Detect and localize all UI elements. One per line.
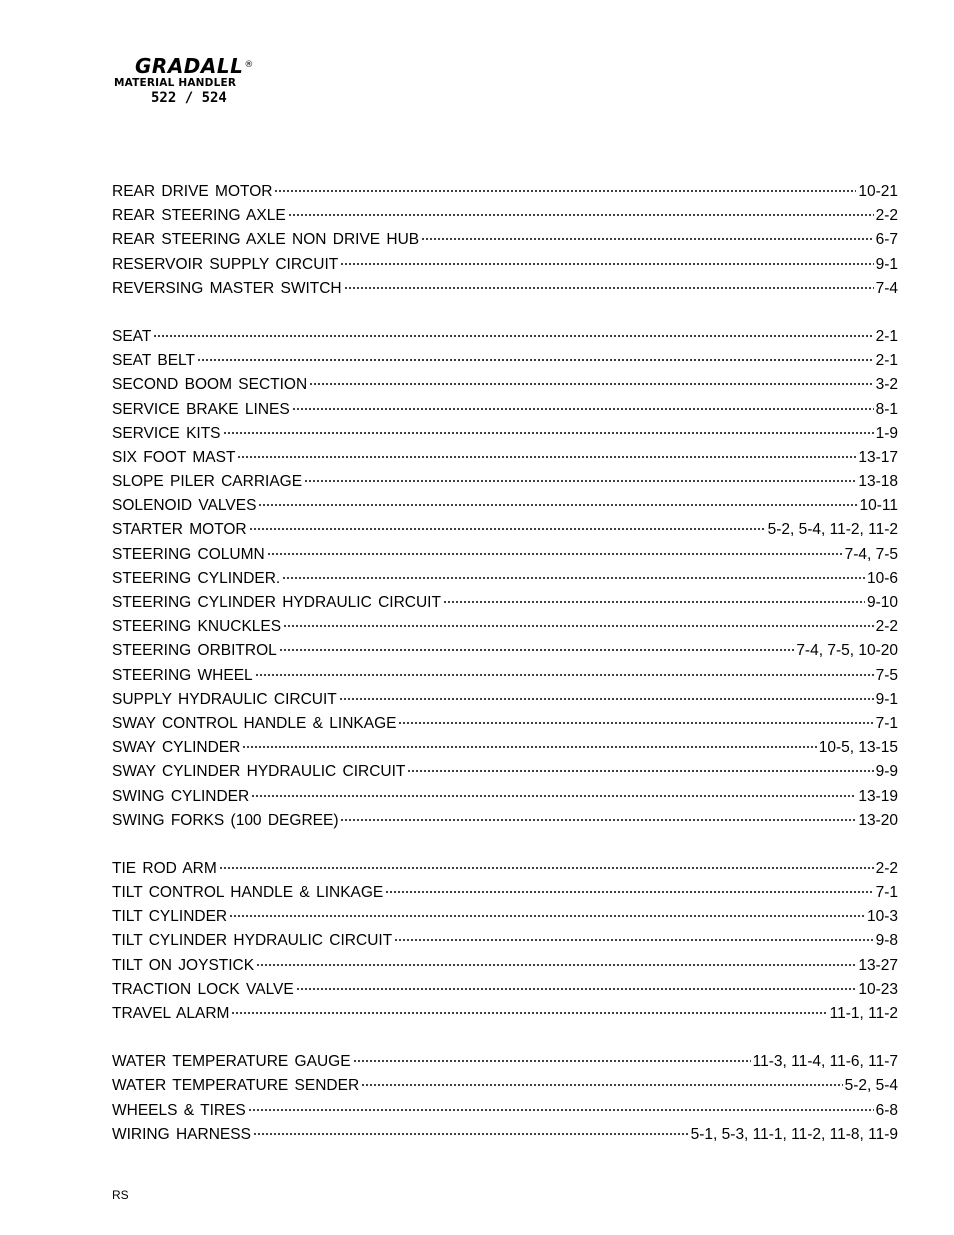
index-entry <box>112 470 898 494</box>
dot-leader <box>255 674 874 676</box>
index-term: SWAY CYLINDER <box>112 739 241 757</box>
index-term: WHEELS & TIRES <box>112 1101 246 1119</box>
index-term: TILT CYLINDER HYDRAULIC CIRCUIT <box>112 932 393 950</box>
index-entry <box>112 204 898 228</box>
index-pages: 13-19 <box>858 787 898 805</box>
index-pages: 5-2, 5-4 <box>844 1077 898 1095</box>
index-pages: 2-2 <box>875 207 898 225</box>
index-group <box>112 857 898 1026</box>
logo-brand-text: GRADALL <box>135 54 244 78</box>
index-term: STEERING KNUCKLES <box>112 618 282 636</box>
index-term: STEERING CYLINDER. <box>112 569 281 587</box>
index-entry <box>112 1050 898 1074</box>
index-entry <box>112 736 898 760</box>
index-pages: 10-11 <box>859 497 898 515</box>
dot-leader <box>421 238 873 240</box>
index-entry <box>112 543 898 567</box>
index-pages: 9-1 <box>875 690 898 708</box>
index-entry <box>112 591 898 615</box>
index-pages: 13-18 <box>858 473 898 491</box>
logo-subtitle: MATERIAL HANDLER <box>114 77 237 89</box>
index-pages: 9-8 <box>875 932 898 950</box>
dot-leader <box>267 553 843 555</box>
index-term: SEAT <box>112 327 152 345</box>
dot-leader <box>385 891 873 893</box>
index-entry <box>112 422 898 446</box>
index-entry <box>112 325 898 349</box>
index-term: TRAVEL ALARM <box>112 1005 230 1022</box>
index-term: STEERING CYLINDER HYDRAULIC CIRCUIT <box>112 594 441 611</box>
index-entry <box>112 929 898 953</box>
index-pages: 10-21 <box>858 183 898 200</box>
dot-leader <box>344 287 874 289</box>
dot-leader <box>304 480 856 482</box>
index-term: SWAY CONTROL HANDLE & LINKAGE <box>112 714 397 732</box>
index-entry <box>112 978 898 1002</box>
index-entry <box>112 760 898 784</box>
index-term: TILT ON JOYSTICK <box>112 956 255 974</box>
index-term: SWAY CYLINDER HYDRAULIC CIRCUIT <box>112 763 406 781</box>
dot-leader <box>394 939 873 941</box>
index-term: REAR STEERING AXLE <box>112 207 286 225</box>
dot-leader <box>251 795 856 797</box>
dot-leader <box>274 190 856 192</box>
index-entry <box>112 518 898 542</box>
index-entry <box>112 809 898 833</box>
index-entry <box>112 277 898 301</box>
dot-leader <box>282 577 865 579</box>
index-term: WATER TEMPERATURE SENDER <box>112 1077 360 1095</box>
index-entry <box>112 905 898 929</box>
index-entry <box>112 446 898 470</box>
index-pages: 2-1 <box>875 352 898 370</box>
index-pages: 2-2 <box>875 859 898 877</box>
index-term: RESERVOIR SUPPLY CIRCUIT <box>112 255 339 273</box>
index-pages: 10-5, 13-15 <box>818 739 898 757</box>
index-term: SECOND BOOM SECTION <box>112 376 308 394</box>
index-entry <box>112 253 898 277</box>
index-pages: 1-9 <box>875 424 898 442</box>
index-term: TILT CONTROL HANDLE & LINKAGE <box>112 884 384 902</box>
dot-leader <box>309 383 873 385</box>
index-pages: 8-1 <box>875 400 898 418</box>
index-pages: 13-20 <box>858 811 898 829</box>
index-entry <box>112 1002 898 1026</box>
index-pages: 7-4 <box>875 279 898 297</box>
footer-code: RS <box>112 1188 129 1202</box>
index-term: STEERING COLUMN <box>112 545 265 563</box>
index-entry <box>112 567 898 591</box>
dot-leader <box>288 214 874 216</box>
index-pages: 7-5 <box>875 666 898 684</box>
index-entry <box>112 494 898 518</box>
index-pages: 2-2 <box>875 618 898 636</box>
index-term: SWING CYLINDER <box>112 787 250 805</box>
dot-leader <box>279 649 795 651</box>
index-pages: 7-1 <box>875 714 898 732</box>
logo-brand <box>135 55 254 77</box>
dot-leader <box>398 722 873 724</box>
index-term: STEERING ORBITROL <box>112 642 277 660</box>
index-pages: 10-6 <box>866 569 898 587</box>
index-term: SERVICE KITS <box>112 424 221 442</box>
dot-leader <box>219 867 874 869</box>
index-pages: 5-2, 5-4, 11-2, 11-2 <box>767 521 898 539</box>
index-pages: 7-1 <box>875 884 898 902</box>
index-pages: 7-4, 7-5 <box>844 545 898 563</box>
index-entry <box>112 228 898 252</box>
index-term: STEERING WHEEL <box>112 666 253 684</box>
dot-leader <box>249 528 766 530</box>
index-pages: 9-1 <box>875 255 898 273</box>
dot-leader <box>443 601 865 603</box>
index-group <box>112 180 898 301</box>
index-entry <box>112 180 898 204</box>
index-group <box>112 1050 898 1147</box>
dot-leader <box>407 770 873 772</box>
index-entry <box>112 1099 898 1123</box>
dot-leader <box>339 698 874 700</box>
dot-leader <box>296 988 857 990</box>
index-entry <box>112 639 898 663</box>
index-entry <box>112 785 898 809</box>
index-term: TRACTION LOCK VALVE <box>112 980 294 998</box>
index-entry <box>112 857 898 881</box>
logo-model-number: 522 / 524 <box>151 90 227 106</box>
dot-leader <box>197 359 874 361</box>
index-pages: 5-1, 5-3, 11-1, 11-2, 11-8, 11-9 <box>690 1125 898 1143</box>
dot-leader <box>253 1133 689 1135</box>
index-pages: 10-3 <box>866 908 898 926</box>
index-list <box>112 180 898 1171</box>
index-entry <box>112 688 898 712</box>
index-term: STARTER MOTOR <box>112 521 247 539</box>
index-entry <box>112 1074 898 1098</box>
index-pages: 6-7 <box>875 231 898 249</box>
index-entry <box>112 615 898 639</box>
index-entry <box>112 664 898 688</box>
index-pages: 6-8 <box>875 1101 898 1119</box>
index-term: REAR STEERING AXLE NON DRIVE HUB <box>112 231 420 249</box>
dot-leader <box>292 408 874 410</box>
dot-leader <box>237 456 856 458</box>
index-term: SEAT BELT <box>112 352 195 370</box>
index-term: SWING FORKS (100 DEGREE) <box>112 811 339 829</box>
index-entry <box>112 1123 898 1147</box>
index-term: SLOPE PILER CARRIAGE <box>112 473 303 491</box>
index-entry <box>112 373 898 397</box>
index-pages: 13-17 <box>858 448 898 466</box>
index-entry <box>112 712 898 736</box>
dot-leader <box>231 1012 827 1014</box>
dot-leader <box>223 432 874 434</box>
registered-mark: ® <box>244 60 254 70</box>
index-term: WIRING HARNESS <box>112 1125 251 1143</box>
index-pages: 2-1 <box>875 327 898 345</box>
dot-leader <box>256 964 856 966</box>
dot-leader <box>248 1109 874 1111</box>
dot-leader <box>242 746 816 748</box>
index-term: SERVICE BRAKE LINES <box>112 400 290 418</box>
index-entry <box>112 954 898 978</box>
dot-leader <box>353 1060 751 1062</box>
dot-leader <box>153 335 873 337</box>
dot-leader <box>258 504 857 506</box>
index-pages: 11-1, 11-2 <box>829 1005 898 1022</box>
index-term: SUPPLY HYDRAULIC CIRCUIT <box>112 690 337 708</box>
index-pages: 10-23 <box>858 980 898 998</box>
index-term: TIE ROD ARM <box>112 859 217 877</box>
dot-leader <box>283 625 873 627</box>
dot-leader <box>340 819 856 821</box>
dot-leader <box>340 263 873 265</box>
index-term: SIX FOOT MAST <box>112 448 236 466</box>
index-term: TILT CYLINDER <box>112 908 228 926</box>
index-term: WATER TEMPERATURE GAUGE <box>112 1053 351 1071</box>
index-pages: 11-3, 11-4, 11-6, 11-7 <box>752 1053 898 1071</box>
index-entry <box>112 881 898 905</box>
index-group <box>112 325 898 833</box>
dot-leader <box>229 915 865 917</box>
index-term: SOLENOID VALVES <box>112 497 257 515</box>
index-pages: 9-10 <box>866 594 898 611</box>
index-pages: 13-27 <box>858 956 898 974</box>
index-pages: 3-2 <box>875 376 898 394</box>
index-term: REAR DRIVE MOTOR <box>112 183 273 200</box>
index-entry <box>112 398 898 422</box>
index-pages: 7-4, 7-5, 10-20 <box>796 642 898 660</box>
index-entry <box>112 349 898 373</box>
index-term: REVERSING MASTER SWITCH <box>112 279 342 297</box>
dot-leader <box>361 1084 842 1086</box>
index-pages: 9-9 <box>875 763 898 781</box>
